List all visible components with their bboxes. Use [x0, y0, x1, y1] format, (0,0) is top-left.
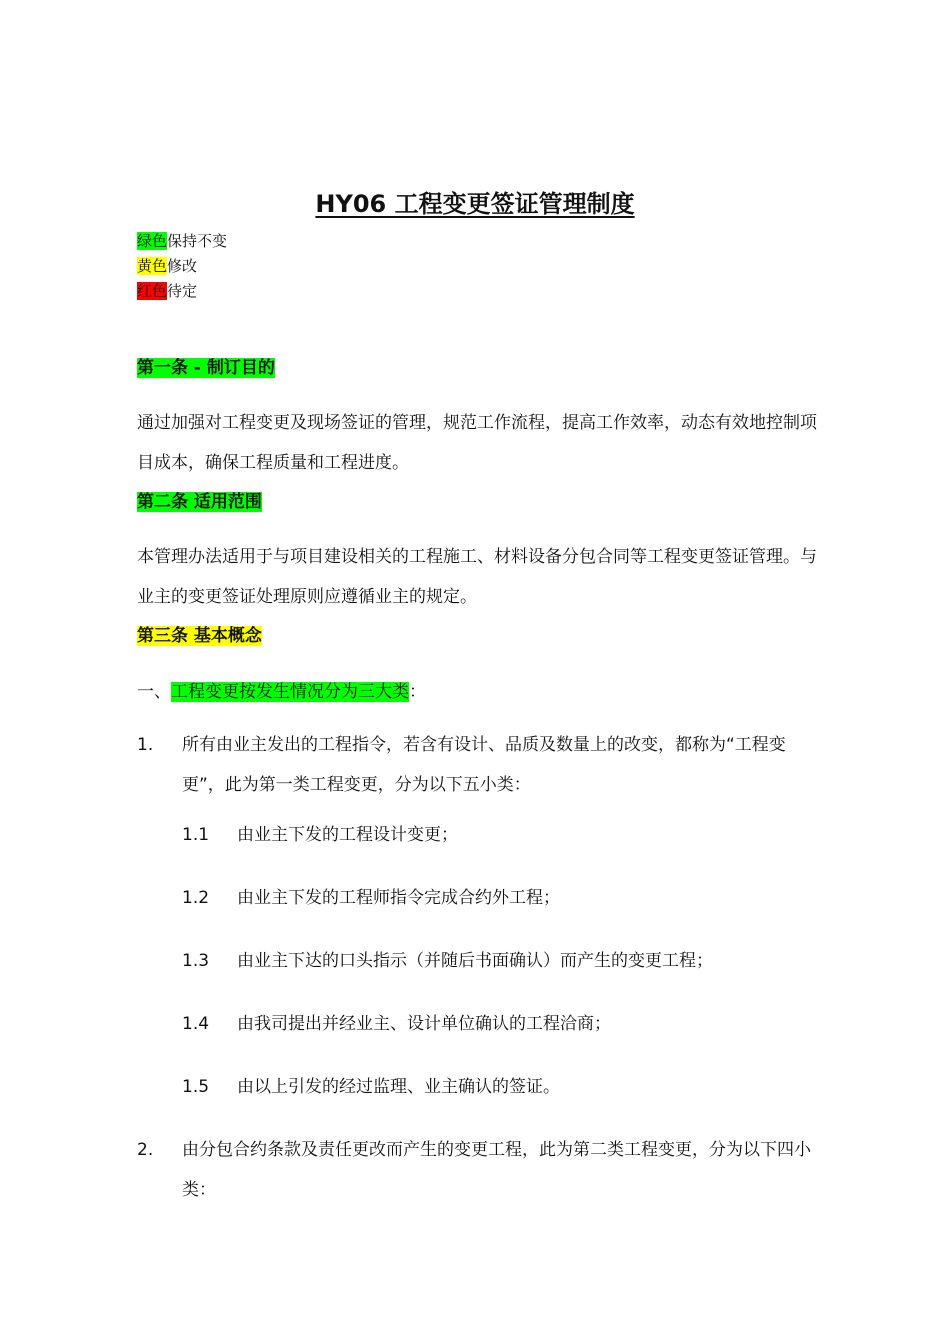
legend-label-green: 绿色 [137, 232, 168, 250]
item-number-2: 2. [137, 1140, 154, 1160]
section-text-2: 本管理办法适用于与项目建设相关的工程施工、材料设备分包合同等工程变更签证管理。与业主的变更签证处理原则应遵循业主的规定。 [137, 547, 817, 607]
subitem-text-1-1: 由业主下发的工程设计变更； [237, 825, 458, 845]
subitem-number-1-2: 1.2 [182, 888, 210, 908]
document-title: HY06 工程变更签证管理制度 [315, 190, 635, 218]
legend-item-green [137, 232, 227, 250]
item-text-1: 所有由业主发出的工程指令，若含有设计、品质及数量上的改变，都称为“工程变更”，此为第一类工程变更，分为以下五小类： [182, 735, 786, 795]
subitem-number-1-5: 1.5 [182, 1077, 210, 1097]
legend-desc-yellow: 修改 [167, 257, 198, 275]
section-heading-1 [137, 356, 275, 380]
section-heading-3 [137, 624, 262, 648]
item-text-2: 由分包合约条款及责任更改而产生的变更工程，此为第二类工程变更，分为以下四小类： [182, 1140, 811, 1200]
concept-suffix: ： [409, 682, 426, 702]
section-heading-2-text: 第二条 适用范围 [137, 492, 262, 512]
concept-highlight: 工程变更按发生情况分为三大类 [171, 682, 409, 702]
subitem-number-1-3: 1.3 [182, 951, 210, 971]
item-number-1: 1. [137, 735, 154, 755]
legend-label-yellow: 黄色 [137, 257, 168, 275]
section-heading-1-text: 第一条 - 制订目的 [137, 358, 275, 378]
subitem-text-1-4: 由我司提出并经业主、设计单位确认的工程洽商； [237, 1014, 611, 1034]
legend-item-red [137, 282, 197, 300]
subitem-number-1-4: 1.4 [182, 1014, 210, 1034]
legend-item-yellow [137, 257, 197, 275]
legend-desc-red: 待定 [167, 282, 198, 300]
subitem-text-1-2: 由业主下发的工程师指令完成合约外工程； [237, 888, 560, 908]
subitem-text-1-5: 由以上引发的经过监理、业主确认的签证。 [237, 1077, 560, 1097]
concept-prefix: 一、 [137, 682, 171, 702]
subitem-number-1-1: 1.1 [182, 825, 210, 845]
legend-label-red: 红色 [137, 282, 168, 300]
legend-desc-green: 保持不变 [167, 232, 228, 250]
section-heading-3-text: 第三条 基本概念 [137, 626, 262, 646]
section-text-1: 通过加强对工程变更及现场签证的管理，规范工作流程，提高工作效率，动态有效地控制项目成本，确保工程质量和工程进度。 [137, 413, 817, 473]
subitem-text-1-3: 由业主下达的口头指示（并随后书面确认）而产生的变更工程； [237, 951, 713, 971]
section-heading-2 [137, 490, 262, 514]
concept-line [137, 680, 426, 704]
